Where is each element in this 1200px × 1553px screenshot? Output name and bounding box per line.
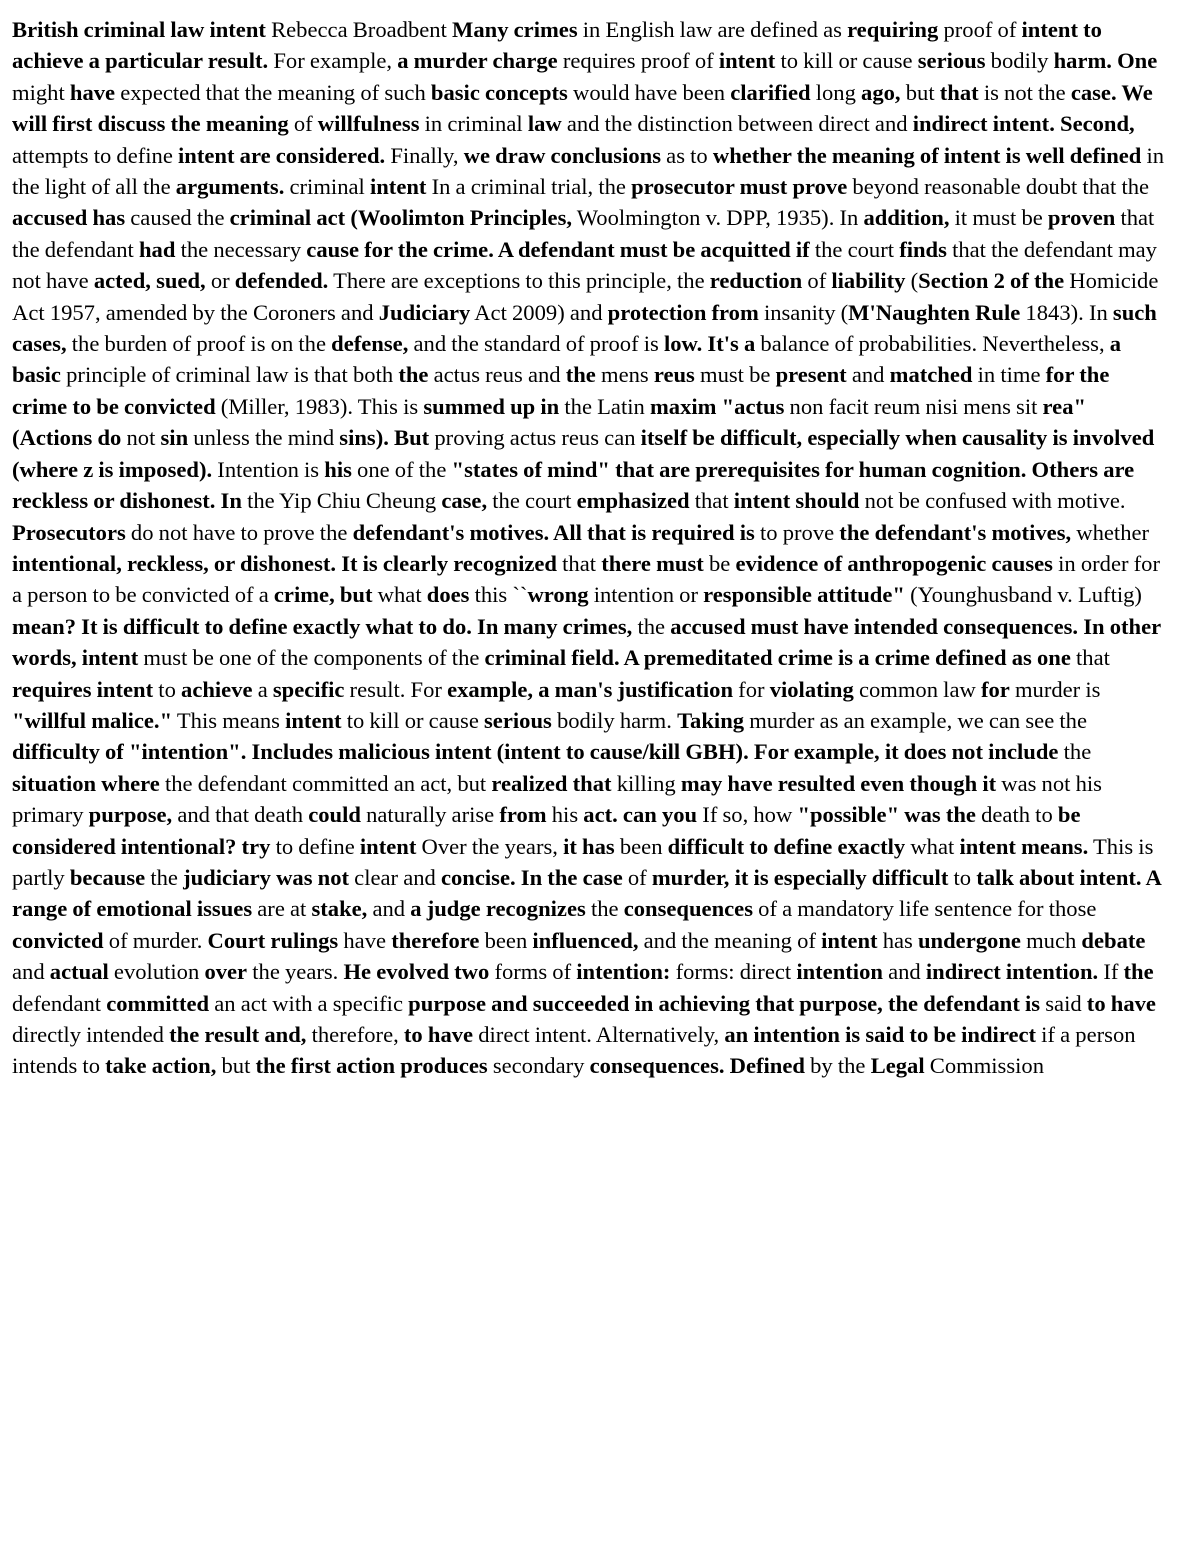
text-run: There are exceptions to this principle, the xyxy=(328,268,710,294)
text-run: the burden of proof is on the xyxy=(66,331,332,357)
bold-text-run: accused must have intended consequences. In other words, intent xyxy=(12,613,1161,671)
text-run: would have been xyxy=(567,79,731,105)
text-run: much xyxy=(1020,927,1082,953)
text-run: and xyxy=(882,959,926,985)
text-run: in the light of all the xyxy=(12,142,1165,200)
bold-text-run: responsible attitude" xyxy=(703,582,905,608)
bold-text-run: crime, but xyxy=(273,582,373,608)
text-run: to kill or cause xyxy=(775,48,918,74)
text-run: a xyxy=(252,676,273,702)
bold-text-run: indirect intent. Second, xyxy=(912,111,1135,137)
text-run: This is partly xyxy=(12,833,1154,890)
text-run: the xyxy=(585,896,624,922)
text-run: and the standard of proof is xyxy=(408,331,664,357)
text-run: what xyxy=(905,833,960,859)
bold-text-run: intentional, reckless, or dishonest. It is clearly recognized xyxy=(12,550,557,576)
text-run: to xyxy=(948,864,977,890)
bold-text-run: debate xyxy=(1081,927,1146,953)
text-run: attempts to define xyxy=(12,142,179,168)
text-run: (Miller, 1983). This is xyxy=(215,393,424,419)
text-run: and the distinction between direct and xyxy=(561,111,913,137)
text-run: that xyxy=(557,550,602,576)
text-run: non facit reum nisi mens sit xyxy=(784,393,1043,419)
text-run: criminal xyxy=(284,174,370,200)
bold-text-run: proven xyxy=(1047,205,1116,231)
text-run: requires proof of xyxy=(557,48,719,74)
bold-text-run: cause for the crime. A defendant must be acquitted if xyxy=(306,236,810,262)
bold-text-run: intent xyxy=(821,927,878,953)
text-run: be xyxy=(703,550,736,576)
text-run: been xyxy=(614,833,668,859)
text-run: the years. xyxy=(247,959,344,985)
text-run: If so, how xyxy=(697,802,798,828)
bold-text-run: reduction xyxy=(709,268,803,294)
bold-text-run: M'Naughten Rule xyxy=(848,299,1021,325)
text-run: one of the xyxy=(351,456,452,482)
text-run: proof of xyxy=(938,17,1022,42)
bold-text-run: reus xyxy=(653,362,695,388)
text-run: of xyxy=(622,864,652,890)
text-run: was not his primary xyxy=(12,770,1102,828)
text-run: bodily harm. xyxy=(551,707,678,733)
text-run: unless the mind xyxy=(188,425,340,451)
text-run: in criminal xyxy=(419,111,528,137)
bold-text-run: it has xyxy=(563,833,615,859)
bold-text-run: criminal act (Woolimton Principles, xyxy=(229,205,573,231)
text-run: defendant xyxy=(12,990,107,1016)
bold-text-run: influenced, xyxy=(532,927,639,953)
text-run: and xyxy=(367,896,411,922)
bold-text-run: example, a man's justification xyxy=(447,676,734,702)
text-run: intention or xyxy=(588,582,704,608)
text-run: whether xyxy=(1071,519,1150,545)
text-run: is not the xyxy=(978,79,1071,105)
bold-text-run: we draw conclusions xyxy=(463,142,662,168)
bold-text-run: intent xyxy=(369,174,427,200)
bold-text-run: difficult to define exactly xyxy=(667,833,906,859)
text-run: therefore, xyxy=(306,1022,404,1047)
text-run: Rebecca Broadbent xyxy=(265,17,453,42)
text-run: or xyxy=(205,268,235,294)
bold-text-run: harm. One xyxy=(1053,48,1158,74)
bold-text-run: requiring xyxy=(847,17,939,42)
text-run: if a person intends to xyxy=(12,1022,1136,1079)
bold-text-run: criminal field. A premeditated crime is a crime defined as one xyxy=(484,645,1071,671)
text-run: not be confused with motive. xyxy=(859,488,1126,514)
bold-text-run: defense, xyxy=(331,331,409,357)
text-run: ( xyxy=(905,268,919,294)
bold-text-run: protection from xyxy=(607,299,759,325)
bold-text-run: purpose, xyxy=(88,802,173,828)
bold-text-run: sin xyxy=(160,425,189,451)
bold-text-run: his xyxy=(324,456,352,482)
bold-text-run: serious xyxy=(484,707,552,733)
text-run: might xyxy=(12,79,70,105)
bold-text-run: committed xyxy=(106,990,210,1016)
bold-text-run: for xyxy=(980,676,1010,702)
text-run: Act 2009) and xyxy=(470,299,608,325)
text-run: balance of probabilities. Nevertheless, xyxy=(755,331,1110,357)
bold-text-run: Prosecutors xyxy=(12,519,126,545)
text-run: the Latin xyxy=(559,393,650,419)
bold-text-run: an intention is said to be indirect xyxy=(724,1022,1037,1047)
text-run: but xyxy=(216,1053,256,1079)
bold-text-run: summed up in xyxy=(423,393,560,419)
text-run: must be one of the components of the xyxy=(138,645,485,671)
text-run: murder is xyxy=(1009,676,1101,702)
text-run: If xyxy=(1098,959,1124,985)
text-run: expected that the meaning of such xyxy=(115,79,431,105)
text-run: that xyxy=(689,488,734,514)
text-run: directly intended xyxy=(12,1022,170,1047)
bold-text-run: ago, xyxy=(861,79,901,105)
bold-text-run: consequences xyxy=(623,896,753,922)
bold-text-run: intention xyxy=(796,959,883,985)
bold-text-run: have xyxy=(69,79,116,105)
bold-text-run: requires intent xyxy=(12,676,154,702)
text-run: to prove xyxy=(754,519,840,545)
text-run: direct intent. Alternatively, xyxy=(473,1022,725,1047)
text-run: principle of criminal law is that both xyxy=(60,362,399,388)
text-run: Homicide Act 1957, amended by the Coroners and xyxy=(12,268,1159,325)
bold-text-run: Taking xyxy=(677,707,745,733)
bold-text-run: defended. xyxy=(234,268,329,294)
text-run: Finally, xyxy=(385,142,464,168)
bold-text-run: acted, sued, xyxy=(93,268,206,294)
bold-text-run: the xyxy=(398,362,429,388)
bold-text-run: accused has xyxy=(12,205,126,231)
text-run: not xyxy=(121,425,161,451)
bold-text-run: such cases, xyxy=(12,299,1157,357)
text-run: has xyxy=(877,927,918,953)
bold-text-run: "willful malice." xyxy=(12,707,173,733)
bold-text-run: could xyxy=(308,802,361,828)
bold-text-run: specific xyxy=(272,676,345,702)
bold-text-run: law xyxy=(527,111,562,137)
bold-text-run: the defendant's motives, xyxy=(839,519,1072,545)
bold-text-run: take action, xyxy=(105,1053,217,1079)
bold-text-run: the first action produces xyxy=(255,1053,488,1079)
text-run: (Younghusband v. Luftig) xyxy=(904,582,1142,608)
bold-text-run: difficulty of "intention". Includes malicious intent (intent to cause/kill GBH). For example, it does not include xyxy=(12,739,1059,765)
text-run: and xyxy=(846,362,890,388)
bold-text-run: Court rulings xyxy=(207,927,339,953)
text-run: killing xyxy=(611,770,681,796)
bold-text-run: be considered intentional? try xyxy=(12,802,1081,859)
bold-text-run: intent means. xyxy=(959,833,1089,859)
bold-text-run: intent xyxy=(359,833,417,859)
bold-text-run: there must xyxy=(601,550,704,576)
bold-text-run: case. We will first discuss the meaning xyxy=(12,79,1153,137)
bold-text-run: a murder charge xyxy=(397,48,558,74)
text-run: to xyxy=(153,676,182,702)
bold-text-run: willfulness xyxy=(317,111,420,137)
bold-text-run: intent xyxy=(285,707,342,733)
text-run: said xyxy=(1040,990,1087,1016)
text-run: and that death xyxy=(172,802,309,828)
bold-text-run: to have xyxy=(1086,990,1156,1016)
bold-text-run: had xyxy=(138,236,176,262)
text-run: the defendant committed an act, but xyxy=(159,770,492,796)
bold-text-run: purpose and succeeded in achieving that purpose, the defendant is xyxy=(408,990,1041,1016)
bold-text-run: undergone xyxy=(917,927,1021,953)
bold-text-run: present xyxy=(775,362,847,388)
text-run: of murder. xyxy=(103,927,208,953)
text-run: actus reus and xyxy=(428,362,566,388)
bold-text-run: matched xyxy=(889,362,973,388)
text-run: Over the years, xyxy=(416,833,564,859)
text-run: been xyxy=(479,927,533,953)
bold-text-run: act. can you xyxy=(583,802,698,828)
bold-text-run: the xyxy=(1123,959,1154,985)
bold-text-run: over xyxy=(204,959,248,985)
text-run: beyond reasonable doubt that the xyxy=(847,174,1150,200)
text-run: must be xyxy=(694,362,776,388)
bold-text-run: may have resulted even though it xyxy=(680,770,997,796)
text-run: insanity ( xyxy=(758,299,849,325)
text-run: bodily xyxy=(985,48,1054,74)
text-run: but xyxy=(900,79,940,105)
bold-text-run: because xyxy=(69,864,146,890)
bold-text-run: "possible" was the xyxy=(797,802,976,828)
bold-text-run: consequences. Defined xyxy=(589,1053,805,1079)
bold-text-run: evidence of anthropogenic causes xyxy=(735,550,1053,576)
text-run: secondary xyxy=(487,1053,590,1079)
bold-text-run: stake, xyxy=(311,896,368,922)
text-run: in English law are defined as xyxy=(577,17,848,42)
text-run: what xyxy=(372,582,427,608)
bold-text-run: intent are considered. xyxy=(178,142,386,168)
document-body xyxy=(12,14,1168,1082)
bold-text-run: arguments. xyxy=(175,174,285,200)
bold-text-run: serious xyxy=(917,48,986,74)
text-run: result. For xyxy=(344,676,448,702)
bold-text-run: convicted xyxy=(12,927,104,953)
text-run: Intention is xyxy=(212,456,325,482)
text-run: for xyxy=(733,676,770,702)
bold-text-run: achieve xyxy=(181,676,253,702)
text-run: clear and xyxy=(349,864,441,890)
text-run: caused the xyxy=(125,205,230,231)
text-run: do not have to prove the xyxy=(125,519,353,545)
text-run: are at xyxy=(252,896,312,922)
text-run: 1843). In xyxy=(1020,299,1113,325)
text-run: the xyxy=(1058,739,1092,765)
bold-text-run: that xyxy=(939,79,979,105)
bold-text-run: a basic xyxy=(12,331,1122,388)
bold-text-run: intent xyxy=(718,48,776,74)
text-run: mens xyxy=(595,362,654,388)
bold-text-run: intent to achieve a particular result. xyxy=(12,17,1102,74)
bold-text-run: sins). But xyxy=(339,425,430,451)
bold-text-run: case, xyxy=(441,488,488,514)
bold-text-run: prosecutor must prove xyxy=(631,174,848,200)
text-run: it must be xyxy=(949,205,1048,231)
bold-text-run: from xyxy=(499,802,547,828)
bold-text-run: emphasized xyxy=(576,488,690,514)
text-run: to define xyxy=(270,833,360,859)
bold-text-run: low. It's a xyxy=(663,331,756,357)
bold-text-run: concise. In the case xyxy=(440,864,623,890)
text-run: in order for a person to be convicted of a xyxy=(12,550,1160,608)
text-run: of xyxy=(288,111,318,137)
bold-text-run: wrong xyxy=(527,582,589,608)
text-run: Woolmington v. DPP, 1935). In xyxy=(572,205,864,231)
text-run: proving actus reus can xyxy=(429,425,641,451)
text-run: evolution xyxy=(108,959,205,985)
text-run: death to xyxy=(975,802,1058,828)
text-run: of a mandatory life sentence for those xyxy=(753,896,1097,922)
text-run: Commission xyxy=(924,1053,1045,1079)
bold-text-run: the xyxy=(565,362,596,388)
bold-text-run: mean? It is difficult to define exactly what to do. In many crimes, xyxy=(12,613,633,639)
bold-text-run: murder, it is especially difficult xyxy=(651,864,949,890)
bold-text-run: intent should xyxy=(733,488,860,514)
text-run: this `` xyxy=(469,582,528,608)
text-run: in time xyxy=(972,362,1046,388)
bold-text-run: Section 2 of the xyxy=(918,268,1065,294)
bold-text-run: Legal xyxy=(870,1053,925,1079)
bold-text-run: basic concepts xyxy=(430,79,568,105)
text-run: This means xyxy=(172,707,286,733)
bold-text-run: liability xyxy=(831,268,906,294)
bold-text-run: to have xyxy=(403,1022,474,1047)
text-run: by the xyxy=(804,1053,871,1079)
bold-text-run: itself be difficult, especially when causality is involved (where z is imposed). xyxy=(12,425,1155,482)
bold-text-run: judiciary was not xyxy=(183,864,350,890)
bold-text-run: whether the meaning of intent is well defined xyxy=(712,142,1142,168)
text-run: forms: direct xyxy=(670,959,797,985)
bold-text-run: talk about intent. A range of emotional issues xyxy=(12,864,1161,922)
text-run: the court xyxy=(809,236,900,262)
bold-text-run: "states of mind" that are prerequisites for human cognition. Others are reckless or dishonest. In xyxy=(12,456,1135,514)
text-run: murder as an example, we can see the xyxy=(744,707,1087,733)
text-run: the court xyxy=(487,488,577,514)
bold-text-run: does xyxy=(426,582,470,608)
text-run: his xyxy=(546,802,584,828)
text-run: and the meaning of xyxy=(638,927,822,953)
text-run: have xyxy=(338,927,392,953)
bold-text-run: clarified xyxy=(730,79,811,105)
bold-text-run: rea" (Actions do xyxy=(12,393,1087,451)
text-run: an act with a specific xyxy=(209,990,409,1016)
text-run: that xyxy=(1070,645,1110,671)
text-run: common law xyxy=(853,676,981,702)
bold-text-run: intention: xyxy=(576,959,671,985)
bold-text-run: He evolved two xyxy=(343,959,490,985)
bold-text-run: British criminal law intent xyxy=(12,17,266,42)
bold-text-run: maxim "actus xyxy=(649,393,785,419)
bold-text-run: a judge recognizes xyxy=(410,896,586,922)
bold-text-run: indirect intention. xyxy=(925,959,1099,985)
bold-text-run: defendant's motives. All that is required is xyxy=(352,519,755,545)
text-run: long xyxy=(810,79,862,105)
bold-text-run: the result and, xyxy=(169,1022,307,1047)
text-run: to kill or cause xyxy=(341,707,485,733)
text-run: the xyxy=(632,613,671,639)
bold-text-run: actual xyxy=(49,959,109,985)
text-run: the xyxy=(145,864,184,890)
text-run: as to xyxy=(661,142,713,168)
text-run: the necessary xyxy=(175,236,307,262)
bold-text-run: violating xyxy=(769,676,854,702)
text-run: and xyxy=(12,959,50,985)
text-run: naturally arise xyxy=(360,802,500,828)
bold-text-run: addition, xyxy=(863,205,950,231)
bold-text-run: for the crime to be convicted xyxy=(12,362,1110,419)
bold-text-run: situation where xyxy=(12,770,160,796)
bold-text-run: therefore xyxy=(391,927,480,953)
bold-text-run: realized that xyxy=(491,770,612,796)
text-run: the Yip Chiu Cheung xyxy=(241,488,442,514)
text-run: of xyxy=(802,268,832,294)
bold-text-run: Many crimes xyxy=(452,17,578,42)
text-run: In a criminal trial, the xyxy=(426,174,632,200)
text-run: For example, xyxy=(268,48,398,74)
bold-text-run: Judiciary xyxy=(378,299,471,325)
text-run: that the defendant may not have xyxy=(12,236,1157,294)
bold-text-run: finds xyxy=(899,236,947,262)
text-run: forms of xyxy=(489,959,577,985)
text-run: that the defendant xyxy=(12,205,1155,262)
